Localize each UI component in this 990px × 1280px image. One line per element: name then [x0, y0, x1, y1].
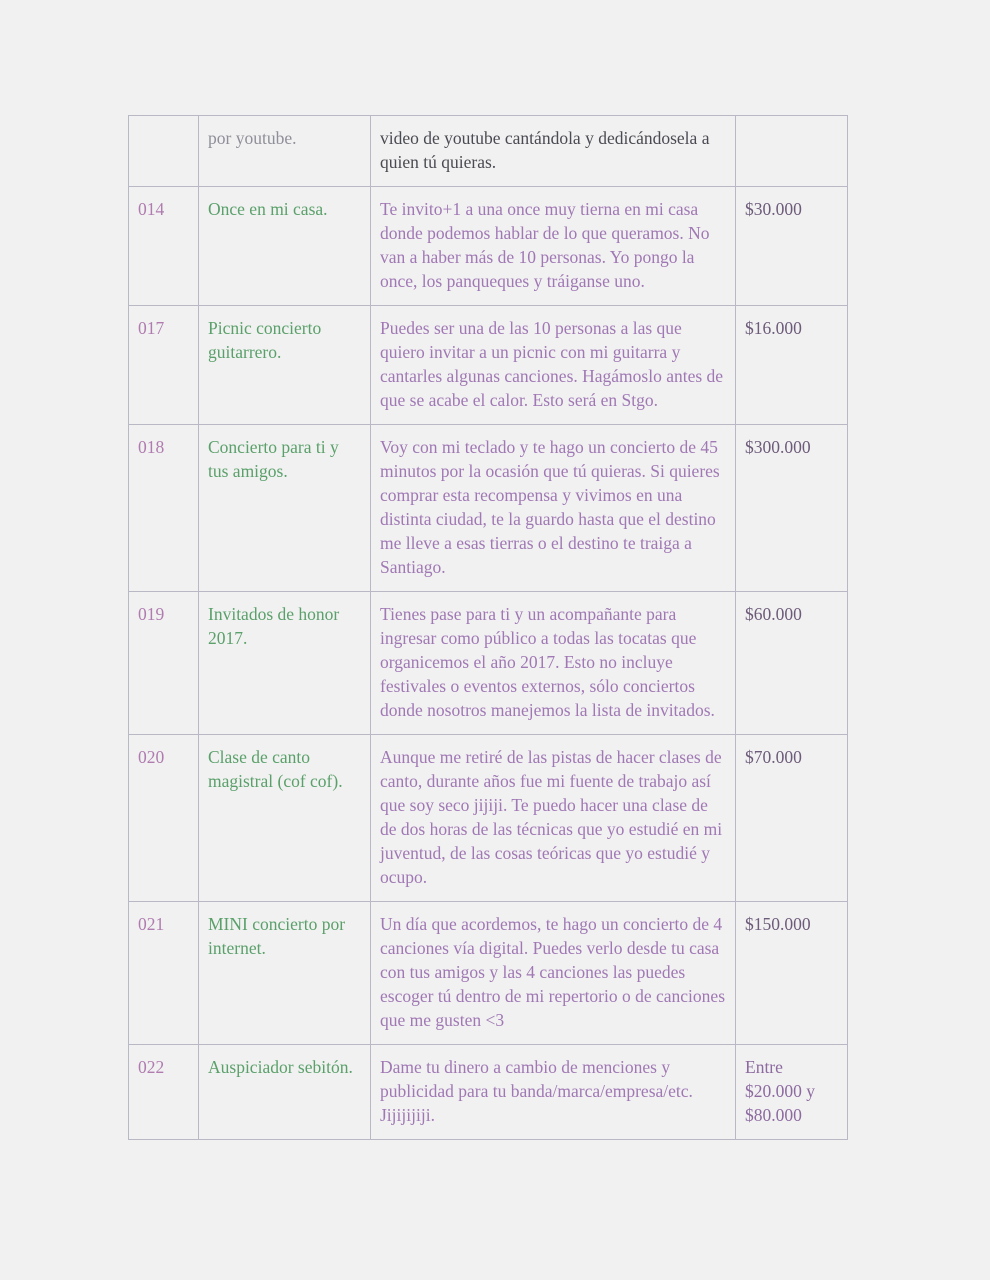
cell-reward-description: Puedes ser una de las 10 personas a las que quiero invitar a un picnic con mi guitarra y cantarles algunas canciones. Hagámoslo antes de que se acabe el calor. Esto será en Stgo. [371, 306, 736, 425]
cell-reward-id: 021 [129, 902, 199, 1045]
cell-reward-id: 022 [129, 1045, 199, 1140]
cell-reward-id: 020 [129, 735, 199, 902]
cell-reward-title: MINI concierto por internet. [199, 902, 371, 1045]
cell-reward-title: Picnic concierto guitarrero. [199, 306, 371, 425]
cell-reward-id: 014 [129, 187, 199, 306]
cell-reward-id [129, 116, 199, 187]
cell-reward-price: $60.000 [736, 592, 848, 735]
cell-reward-description: video de youtube cantándola y dedicándosela a quien tú quieras. [371, 116, 736, 187]
cell-reward-id: 018 [129, 425, 199, 592]
rewards-table-body [129, 116, 848, 1140]
cell-reward-description: Aunque me retiré de las pistas de hacer clases de canto, durante años fue mi fuente de trabajo así que soy seco jijiji. Te puedo hacer una clase de de dos horas de las técnicas que yo estudié en mi juventud, de las cosas teóricas que yo estudié y ocupo. [371, 735, 736, 902]
cell-reward-price [736, 116, 848, 187]
cell-reward-price: $70.000 [736, 735, 848, 902]
cell-reward-price: $16.000 [736, 306, 848, 425]
cell-reward-price: Entre $20.000 y $80.000 [736, 1045, 848, 1140]
cell-reward-description: Dame tu dinero a cambio de menciones y publicidad para tu banda/marca/empresa/etc. Jijijijiji. [371, 1045, 736, 1140]
cell-reward-description: Tienes pase para ti y un acompañante para ingresar como público a todas las tocatas que organicemos el año 2017. Esto no incluye festivales o eventos externos, sólo conciertos donde nosotros manejemos la lista de invitados. [371, 592, 736, 735]
cell-reward-title: Once en mi casa. [199, 187, 371, 306]
table-row [129, 425, 848, 592]
rewards-table [128, 115, 848, 1140]
table-row [129, 592, 848, 735]
cell-reward-description: Voy con mi teclado y te hago un concierto de 45 minutos por la ocasión que tú quieras. Si quieres comprar esta recompensa y vivimos en una distinta ciudad, te la guardo hasta que el destino me lleve a esas tierras o el destino te traiga a Santiago. [371, 425, 736, 592]
table-row [129, 902, 848, 1045]
cell-reward-id: 019 [129, 592, 199, 735]
cell-reward-title: por youtube. [199, 116, 371, 187]
cell-reward-price: $300.000 [736, 425, 848, 592]
table-row [129, 116, 848, 187]
cell-reward-price: $150.000 [736, 902, 848, 1045]
table-row [129, 306, 848, 425]
cell-reward-price: $30.000 [736, 187, 848, 306]
cell-reward-title: Auspiciador sebitón. [199, 1045, 371, 1140]
cell-reward-description: Te invito+1 a una once muy tierna en mi casa donde podemos hablar de lo que queramos. No van a haber más de 10 personas. Yo pongo la once, los panqueques y tráiganse uno. [371, 187, 736, 306]
cell-reward-title: Invitados de honor 2017. [199, 592, 371, 735]
rewards-table-container [128, 115, 847, 1140]
cell-reward-title: Concierto para ti y tus amigos. [199, 425, 371, 592]
table-row [129, 1045, 848, 1140]
cell-reward-title: Clase de canto magistral (cof cof). [199, 735, 371, 902]
table-row [129, 187, 848, 306]
cell-reward-id: 017 [129, 306, 199, 425]
cell-reward-description: Un día que acordemos, te hago un concierto de 4 canciones vía digital. Puedes verlo desde tu casa con tus amigos y las 4 canciones las puedes escoger tú dentro de mi repertorio o de canciones que me gusten <3 [371, 902, 736, 1045]
table-row [129, 735, 848, 902]
